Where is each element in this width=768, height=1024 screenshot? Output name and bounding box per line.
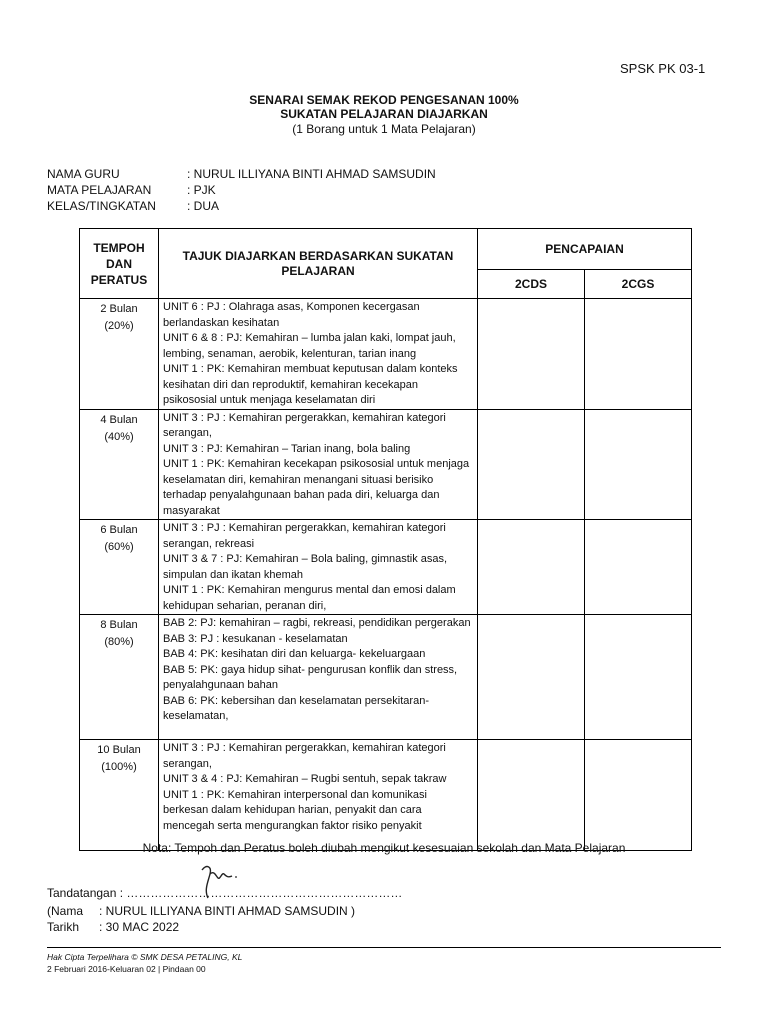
checkbox-cell-2cgs[interactable] xyxy=(585,740,692,851)
table-note: Nota: Tempoh dan Peratus boleh diubah mengikut kesesuaian sekolah dan Mata Pelajaran xyxy=(142,841,626,855)
table-row xyxy=(80,740,692,851)
topic-item: UNIT 6 : PJ : Olahraga asas, Komponen kecergasan berlandaskan kesihatan xyxy=(163,301,420,329)
topic-item: UNIT 3 & 4 : PJ: Kemahiran – Rugbi sentuh, sepak takraw xyxy=(163,773,447,785)
table-row xyxy=(80,520,692,615)
checkbox-cell-2cds[interactable] xyxy=(478,299,585,410)
footer-copyright: Hak Cipta Terpelihara © SMK DESA PETALING, KL xyxy=(47,952,243,962)
header-achievement: PENCAPAIAN xyxy=(478,229,692,270)
form-subtitle: SUKATAN PELAJARAN DIAJARKAN xyxy=(280,107,488,121)
period-cell xyxy=(80,740,159,851)
topic-item: UNIT 6 & 8 : PJ: Kemahiran – lumba jalan kaki, lompat jauh, lembing, senaman, aerobik, kelenturan, tarian inang xyxy=(163,332,456,360)
period-cell xyxy=(80,409,159,520)
period-label: 6 Bulan xyxy=(100,524,138,536)
form-instruction: (1 Borang untuk 1 Mata Pelajaran) xyxy=(292,122,476,136)
period-cell xyxy=(80,615,159,740)
period-label: 10 Bulan xyxy=(97,744,141,756)
teacher-name-value: : NURUL ILLIYANA BINTI AHMAD SAMSUDIN xyxy=(187,167,436,181)
topic-item: UNIT 3 : PJ : Kemahiran pergerakkan, kemahiran kategori serangan, xyxy=(163,742,446,770)
topics-cell xyxy=(159,740,478,851)
topic-item: UNIT 3 : PJ : Kemahiran pergerakkan, kemahiran kategori serangan, rekreasi xyxy=(163,522,446,550)
topic-item: UNIT 1 : PK: Kemahiran kecekapan psikososial untuk menjaga keselamatan diri, kemahiran menangani situasi berisiko terhadap penyalahgunaan bahan pada diri, keluarga dan masyarakat xyxy=(163,458,470,517)
topic-item: BAB 5: PK: gaya hidup sihat- pengurusan konflik dan stress, penyalahgunaan bahan xyxy=(163,663,458,691)
subject-value: : PJK xyxy=(187,183,216,197)
signature-line: Tandatangan : …………………………………………………………… xyxy=(47,886,403,900)
signature-name-value: : NURUL ILLIYANA BINTI AHMAD SAMSUDIN ) xyxy=(99,904,356,918)
signature-name-label: (Nama xyxy=(47,904,84,918)
period-cell xyxy=(80,299,159,410)
period-percent: (20%) xyxy=(104,320,134,332)
period-label: 4 Bulan xyxy=(100,413,138,426)
checkbox-cell-2cds[interactable] xyxy=(478,740,585,851)
period-percent: (40%) xyxy=(104,430,134,443)
table-row xyxy=(80,299,692,410)
signature-date-label: Tarikh xyxy=(47,920,80,934)
checkbox-cell-2cgs[interactable] xyxy=(585,615,692,740)
table-row xyxy=(80,409,692,520)
period-label: 2 Bulan xyxy=(100,303,138,315)
form-title: SENARAI SEMAK REKOD PENGESANAN 100% xyxy=(249,93,519,107)
document-reference: SPSK PK 03-1 xyxy=(620,61,706,76)
topic-item: UNIT 1 : PK: Kemahiran mengurus mental dan emosi dalam kehidupan seharian, peranan diri, xyxy=(163,584,456,612)
period-label: 8 Bulan xyxy=(100,619,138,631)
topic-item: BAB 3: PJ : kesukanan - keselamatan xyxy=(163,632,348,645)
topics-cell xyxy=(159,299,478,410)
class-label: KELAS/TINGKATAN xyxy=(47,199,156,213)
checkbox-cell-2cgs[interactable] xyxy=(585,299,692,410)
topics-cell xyxy=(159,615,478,740)
signature-date-value: : 30 MAC 2022 xyxy=(99,920,180,934)
footer-divider xyxy=(47,947,721,948)
teacher-name-label: NAMA GURU xyxy=(47,167,120,181)
checkbox-cell-2cds[interactable] xyxy=(478,520,585,615)
header-topics: TAJUK DIAJARKAN BERDASARKAN SUKATAN PELAJARAN xyxy=(159,229,478,299)
period-cell xyxy=(80,520,159,615)
subject-label: MATA PELAJARAN xyxy=(47,183,152,197)
header-class-2cds: 2CDS xyxy=(478,270,585,299)
checkbox-cell-2cgs[interactable] xyxy=(585,520,692,615)
topic-item: UNIT 3 & 7 : PJ: Kemahiran – Bola baling, gimnastik asas, simpulan dan ikatan khemah xyxy=(163,553,448,581)
signature-date-row xyxy=(47,920,180,934)
topic-item: UNIT 3 : PJ: Kemahiran – Tarian inang, bola baling xyxy=(163,442,411,455)
period-percent: (100%) xyxy=(101,761,137,773)
header-period: TEMPOH DAN PERATUS xyxy=(80,229,159,299)
topic-item: BAB 6: PK: kebersihan dan keselamatan persekitaran- keselamatan, xyxy=(163,694,429,722)
topic-item: BAB 2: PJ: kemahiran – ragbi, rekreasi, pendidikan pergerakan xyxy=(163,617,471,629)
class-value: : DUA xyxy=(187,199,220,213)
topic-item: BAB 4: PK: kesihatan diri dan keluarga- kekeluargaan xyxy=(163,648,426,660)
table-row xyxy=(80,615,692,740)
signature-name-row xyxy=(47,904,356,918)
topics-cell xyxy=(159,409,478,520)
period-percent: (80%) xyxy=(104,636,134,648)
topic-item: UNIT 3 : PJ : Kemahiran pergerakkan, kemahiran kategori serangan, xyxy=(163,411,446,439)
topic-item: UNIT 1 : PK: Kemahiran membuat keputusan dalam konteks kesihatan diri dan reproduktif, kemahiran kecekapan psikososial untuk menjaga keselamatan diri xyxy=(163,363,458,406)
syllabus-checklist-table xyxy=(79,228,692,851)
footer-version: 2 Februari 2016-Keluaran 02 | Pindaan 00 xyxy=(47,964,206,974)
topics-cell xyxy=(159,520,478,615)
topic-item: UNIT 1 : PK: Kemahiran interpersonal dan komunikasi berkesan dalam kehidupan harian, penyakit dan cara mencegah serta mengurangkan faktor risiko penyakit xyxy=(163,788,427,832)
checkbox-cell-2cgs[interactable] xyxy=(585,409,692,520)
header-class-2cgs: 2CGS xyxy=(585,270,692,299)
checkbox-cell-2cds[interactable] xyxy=(478,615,585,740)
period-percent: (60%) xyxy=(104,541,134,553)
checkbox-cell-2cds[interactable] xyxy=(478,409,585,520)
